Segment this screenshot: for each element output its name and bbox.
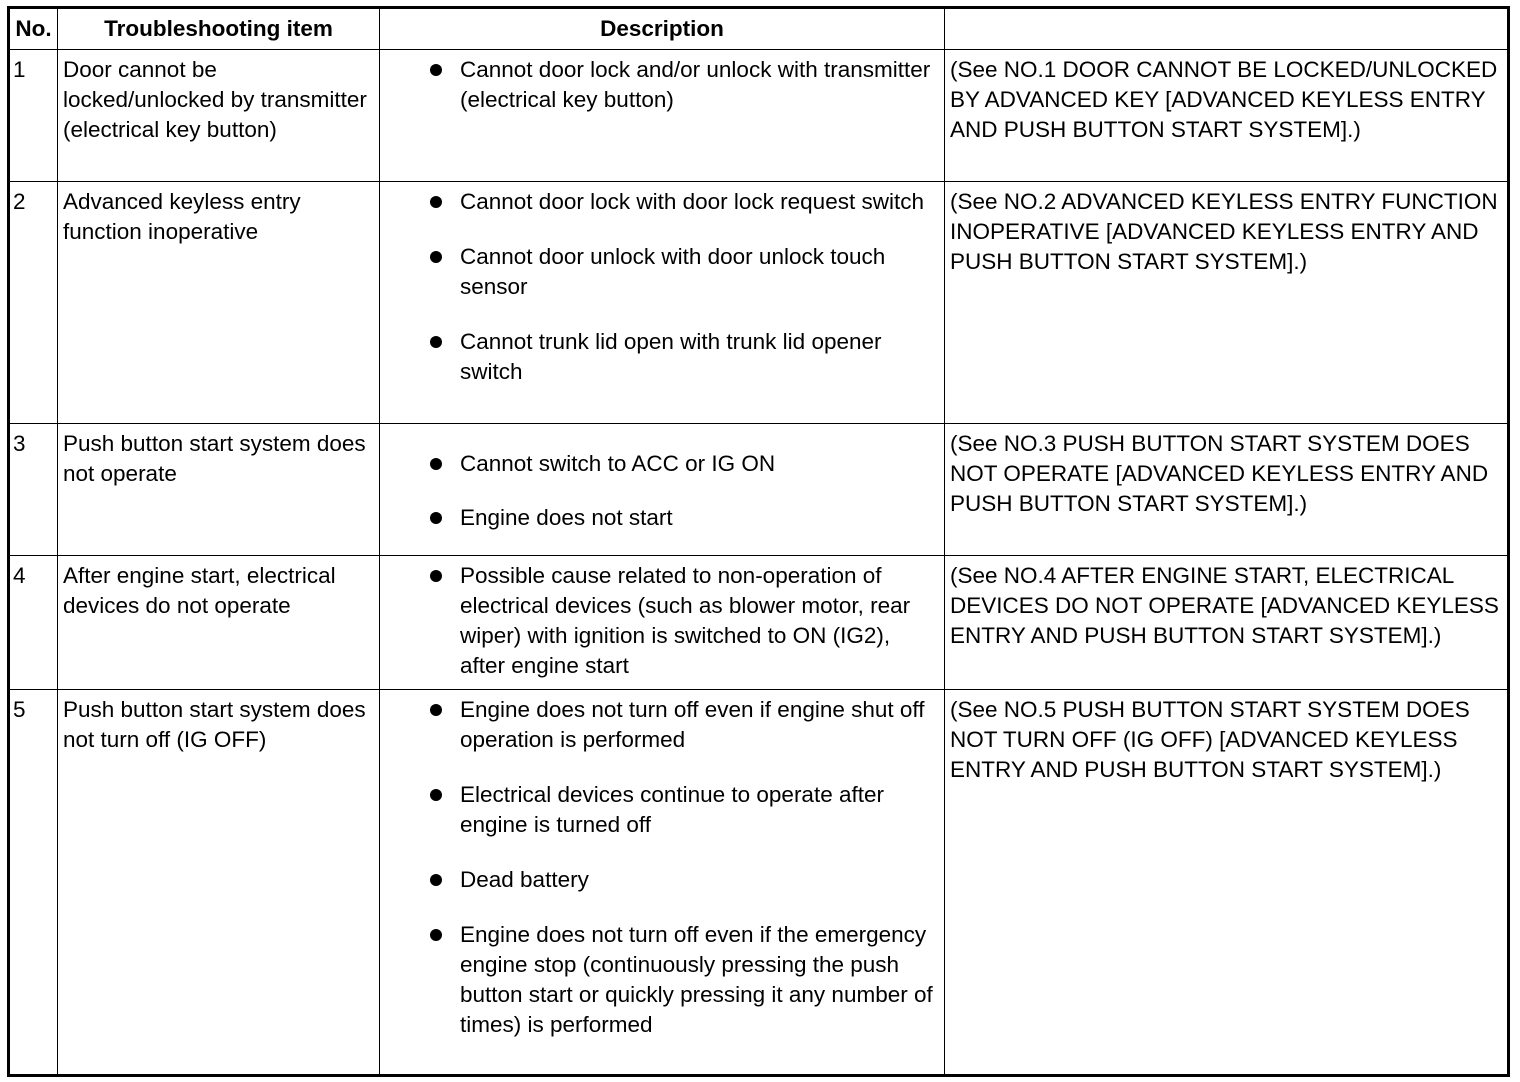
description-text: Cannot door lock with door lock request switch <box>460 189 924 214</box>
description-cell <box>380 556 945 690</box>
troubleshooting-table <box>7 6 1510 1077</box>
table-row <box>9 690 1509 1076</box>
description-bullet <box>380 327 938 387</box>
description-bullet <box>380 865 938 895</box>
header-no: No. <box>9 8 58 50</box>
description-bullet <box>380 242 938 302</box>
description-bullet <box>380 55 938 115</box>
description-text: Engine does not turn off even if the emergency engine stop (continuously pressing the push button start or quickly pressing it any number of times) is performed <box>460 922 933 1037</box>
description-text: Cannot trunk lid open with trunk lid opener switch <box>460 329 882 384</box>
bullet-icon <box>430 251 442 263</box>
description-bullet <box>380 695 938 755</box>
description-bullet <box>380 187 938 217</box>
row-number: 5 <box>9 690 58 1076</box>
row-number: 4 <box>9 556 58 690</box>
bullet-icon <box>430 874 442 886</box>
row-number: 2 <box>9 182 58 424</box>
header-reference <box>945 8 1509 50</box>
description-text: Engine does not turn off even if engine shut off operation is performed <box>460 697 925 752</box>
troubleshooting-item: After engine start, electrical devices do not operate <box>58 556 380 690</box>
table-row <box>9 50 1509 182</box>
table-row <box>9 556 1509 690</box>
row-number: 1 <box>9 50 58 182</box>
bullet-icon <box>430 64 442 76</box>
description-bullet <box>380 503 938 533</box>
description-text: Engine does not start <box>460 505 673 530</box>
troubleshooting-item: Push button start system does not turn off (IG OFF) <box>58 690 380 1076</box>
reference-link[interactable]: (See NO.2 ADVANCED KEYLESS ENTRY FUNCTION INOPERATIVE [ADVANCED KEYLESS ENTRY AND PUSH BUTTON START SYSTEM].) <box>945 182 1509 424</box>
bullet-icon <box>430 929 442 941</box>
description-bullet <box>380 780 938 840</box>
header-description: Description <box>380 8 945 50</box>
reference-link[interactable]: (See NO.4 AFTER ENGINE START, ELECTRICAL DEVICES DO NOT OPERATE [ADVANCED KEYLESS ENTRY AND PUSH BUTTON START SYSTEM].) <box>945 556 1509 690</box>
description-bullet <box>380 920 938 1040</box>
table-row <box>9 424 1509 556</box>
description-text: Possible cause related to non-operation of electrical devices (such as blower motor, rear wiper) with ignition is switched to ON (IG2), after engine start <box>460 563 911 678</box>
table-row <box>9 182 1509 424</box>
troubleshooting-item: Advanced keyless entry function inoperative <box>58 182 380 424</box>
description-text: Dead battery <box>460 867 589 892</box>
reference-link[interactable]: (See NO.3 PUSH BUTTON START SYSTEM DOES NOT OPERATE [ADVANCED KEYLESS ENTRY AND PUSH BUTTON START SYSTEM].) <box>945 424 1509 556</box>
bullet-icon <box>430 512 442 524</box>
bullet-icon <box>430 336 442 348</box>
description-cell <box>380 182 945 424</box>
bullet-icon <box>430 196 442 208</box>
reference-link[interactable]: (See NO.1 DOOR CANNOT BE LOCKED/UNLOCKED BY ADVANCED KEY [ADVANCED KEYLESS ENTRY AND PUSH BUTTON START SYSTEM].) <box>945 50 1509 182</box>
description-text: Electrical devices continue to operate after engine is turned off <box>460 782 884 837</box>
description-cell <box>380 424 945 556</box>
reference-link[interactable]: (See NO.5 PUSH BUTTON START SYSTEM DOES NOT TURN OFF (IG OFF) [ADVANCED KEYLESS ENTRY AND PUSH BUTTON START SYSTEM].) <box>945 690 1509 1076</box>
description-bullet <box>380 561 938 681</box>
troubleshooting-item: Door cannot be locked/unlocked by transmitter (electrical key button) <box>58 50 380 182</box>
description-cell <box>380 50 945 182</box>
bullet-icon <box>430 704 442 716</box>
description-text: Cannot door unlock with door unlock touch sensor <box>460 244 886 299</box>
bullet-icon <box>430 570 442 582</box>
bullet-icon <box>430 789 442 801</box>
header-row <box>9 8 1509 50</box>
description-bullet <box>380 449 938 479</box>
header-troubleshooting-item: Troubleshooting item <box>58 8 380 50</box>
bullet-icon <box>430 458 442 470</box>
description-cell <box>380 690 945 1076</box>
description-text: Cannot switch to ACC or IG ON <box>460 451 776 476</box>
row-number: 3 <box>9 424 58 556</box>
description-text: Cannot door lock and/or unlock with transmitter (electrical key button) <box>460 57 931 112</box>
troubleshooting-item: Push button start system does not operate <box>58 424 380 556</box>
